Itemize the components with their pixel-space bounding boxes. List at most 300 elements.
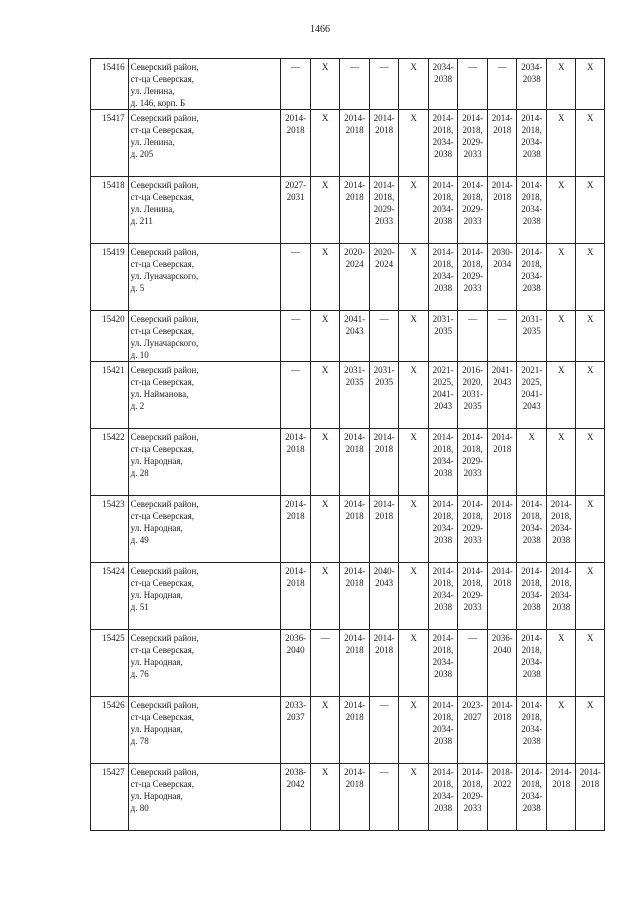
address-line: Северский район, [130,566,199,576]
address-cell [128,630,281,697]
period-cell [340,429,370,496]
cell-line: 2014- [491,113,513,123]
cell-line: 2029- [373,204,395,214]
cell-line: 2027- [285,180,307,190]
cell-line: 2035 [434,326,453,336]
address-line: ст-ца Северская, [130,377,195,387]
cell-line: 2034- [432,523,454,533]
period-cell [281,177,311,244]
table-row [91,496,605,563]
row-number: 15424 [91,563,129,630]
period-cell [517,697,547,764]
cell-line: 2018 [345,779,364,789]
table-row [91,59,605,110]
cell-line: 2014- [373,113,395,123]
cell-line: 2014- [462,247,484,257]
cell-line: 2022 [493,779,512,789]
cell-line: 2014- [521,180,543,190]
cell-line: 2043 [375,578,394,588]
cell-line: 2033 [463,468,482,478]
period-cell [281,362,311,429]
cell-line: 2034- [521,590,543,600]
cell-line: 2036- [491,633,513,643]
cell-line: — [379,314,389,324]
cell-line: 2018, [462,259,483,269]
period-cell [369,764,399,831]
cell-line: 2034- [432,590,454,600]
address-line: ул. Ленина, [130,86,175,96]
period-cell [428,764,458,831]
cell-line: 2020- [344,247,366,257]
cell-line: 2041- [432,389,454,399]
cell-line: 2018 [493,578,512,588]
cell-line: 2038 [552,535,571,545]
period-cell [546,244,576,311]
cell-line: — [468,314,478,324]
cell-line: 2021- [521,365,543,375]
row-number: 15421 [91,362,129,429]
row-number: 15416 [91,59,129,110]
address-line: ст-ца Северская, [130,712,195,722]
period-cell [487,110,517,177]
period-cell [340,764,370,831]
period-cell [428,630,458,697]
table-row [91,697,605,764]
cell-line: 2038- [285,767,307,777]
cell-line: 2018, [521,259,542,269]
cell-line: Х [557,314,565,324]
cell-line: 2014- [491,432,513,442]
period-cell [369,177,399,244]
address-line: д. 205 [130,149,154,159]
cell-line: Х [321,499,329,509]
address-line: Северский район, [130,499,199,509]
period-cell [428,311,458,362]
row-number: 15423 [91,496,129,563]
period-cell [487,59,517,110]
cell-line: 2014- [285,499,307,509]
period-cell [546,362,576,429]
cell-line: 2014- [432,767,454,777]
period-cell [487,563,517,630]
period-cell [310,244,340,311]
cell-line: 2016- [462,365,484,375]
cell-line: 2018, [462,125,483,135]
cell-line: 2018, [462,511,483,521]
cell-line: 2025, [433,377,454,387]
address-line: д. 80 [130,803,149,813]
cell-line: 2018 [286,125,305,135]
period-cell [487,177,517,244]
period-cell [310,110,340,177]
cell-line: 2018 [375,645,394,655]
cell-line: 2018, [433,259,454,269]
cell-line: 2014- [344,633,366,643]
cell-line: — [379,62,389,72]
period-cell [369,110,399,177]
address-line: ул. Луначарского, [130,271,199,281]
address-line: Северский район, [130,62,199,72]
cell-line: 2034- [521,271,543,281]
period-cell [546,177,576,244]
cell-line: 2033 [463,803,482,813]
cell-line: 2038 [522,283,541,293]
address-line: Северский район, [130,113,199,123]
cell-line: 2014- [462,499,484,509]
cell-line: Х [557,113,565,123]
cell-line: 2038 [434,74,453,84]
cell-line: 2014- [344,499,366,509]
period-cell [546,563,576,630]
period-cell [546,311,576,362]
table-row [91,630,605,697]
cell-line: 2034- [521,137,543,147]
cell-line: 2043 [493,377,512,387]
cell-line: Х [586,247,594,257]
cell-line: 2023- [462,700,484,710]
cell-line: 2018, [433,511,454,521]
address-cell [128,244,281,311]
address-cell [128,697,281,764]
period-cell [576,496,605,563]
period-cell [576,110,605,177]
cell-line: Х [557,365,565,375]
row-number: 15417 [91,110,129,177]
period-cell [399,697,429,764]
period-cell [310,563,340,630]
period-cell [458,362,488,429]
cell-line: 2018, [433,444,454,454]
period-cell [576,563,605,630]
cell-line: 2014- [285,113,307,123]
cell-line: 2029- [462,271,484,281]
table-row [91,429,605,496]
cell-line: 2018, [521,192,542,202]
table-row [91,110,605,177]
address-line: ул. Народная, [130,523,183,533]
cell-line: 2014- [550,566,572,576]
cell-line: 2018, [551,511,572,521]
cell-line: 2018 [375,125,394,135]
address-line: ст-ца Северская, [130,74,195,84]
cell-line: 2014- [521,247,543,257]
period-cell [576,244,605,311]
period-cell [487,630,517,697]
cell-line: 2034- [521,657,543,667]
address-line: ул. Найманова, [130,389,189,399]
cell-line: 2014- [432,180,454,190]
period-cell [576,311,605,362]
cell-line: 2018 [552,779,571,789]
cell-line: 2018 [345,712,364,722]
period-cell [517,244,547,311]
address-line: ст-ца Северская, [130,511,195,521]
period-cell [458,496,488,563]
cell-line: 2034- [432,204,454,214]
cell-line: Х [321,314,329,324]
period-cell [399,764,429,831]
period-cell [458,244,488,311]
period-cell [399,110,429,177]
cell-line: 2031- [432,314,454,324]
period-cell [546,496,576,563]
address-cell [128,59,281,110]
cell-line: Х [410,432,417,442]
period-cell [428,496,458,563]
cell-line: 2029- [462,590,484,600]
cell-line: 2014- [344,432,366,442]
cell-line: 2014- [462,180,484,190]
period-cell [399,630,429,697]
cell-line: 2034- [432,271,454,281]
period-cell [399,563,429,630]
cell-line: 2021- [432,365,454,375]
address-line: Северский район, [130,365,199,375]
period-cell [340,244,370,311]
cell-line: 2018, [521,125,542,135]
period-cell [517,630,547,697]
address-line: ул. Ленина, [130,137,175,147]
cell-line: Х [557,432,565,442]
address-line: ст-ца Северская, [130,192,195,202]
cell-line: 2014- [432,700,454,710]
cell-line: 2034- [432,456,454,466]
address-line: д. 51 [130,602,149,612]
cell-line: 2018 [375,511,394,521]
period-cell [310,311,340,362]
cell-line: 2018 [286,444,305,454]
cell-line: Х [321,432,329,442]
cell-line: Х [410,566,417,576]
period-cell [487,311,517,362]
period-cell [546,429,576,496]
period-cell [487,362,517,429]
address-line: д. 10 [130,350,149,360]
period-cell [458,630,488,697]
period-cell [369,630,399,697]
period-cell [517,362,547,429]
cell-line: Х [321,365,329,375]
cell-line: 2034- [550,523,572,533]
period-cell [428,429,458,496]
cell-line: Х [557,180,565,190]
address-line: ст-ца Северская, [130,444,195,454]
address-line: ст-ца Северская, [130,779,195,789]
cell-line: Х [586,113,594,123]
row-number: 15420 [91,311,129,362]
cell-line: 2033- [285,700,307,710]
cell-line: Х [410,365,417,375]
cell-line: 2018, [521,578,542,588]
period-cell [576,764,605,831]
period-cell [399,244,429,311]
table-row [91,244,605,311]
cell-line: — [291,62,301,72]
row-number: 15422 [91,429,129,496]
cell-line: 2018 [345,192,364,202]
cell-line: Х [586,180,594,190]
cell-line: 2033 [463,149,482,159]
address-line: Северский район, [130,700,199,710]
period-cell [517,110,547,177]
address-line: ст-ца Северская, [130,578,195,588]
cell-line: Х [586,314,594,324]
cell-line: 2018 [345,444,364,454]
cell-line: 2038 [522,149,541,159]
period-cell [399,59,429,110]
cell-line: 2038 [434,669,453,679]
address-line: ст-ца Северская, [130,326,195,336]
address-line: ул. Народная, [130,456,183,466]
cell-line: 2014- [432,633,454,643]
period-cell [517,764,547,831]
cell-line: 2018 [286,511,305,521]
cell-line: Х [410,700,417,710]
period-cell [369,563,399,630]
cell-line: Х [410,62,417,72]
cell-line: Х [557,247,565,257]
cell-line: 2014- [432,499,454,509]
cell-line: 2038 [434,216,453,226]
address-line: Северский район, [130,180,199,190]
period-cell [369,496,399,563]
period-cell [458,563,488,630]
cell-line: 2018 [493,511,512,521]
cell-line: 2014- [550,499,572,509]
period-cell [576,177,605,244]
address-line: д. 76 [130,669,149,679]
cell-line: Х [557,633,565,643]
period-cell [458,697,488,764]
address-line: Северский район, [130,633,199,643]
cell-line: Х [321,113,329,123]
cell-line: 2034- [521,724,543,734]
period-cell [576,630,605,697]
cell-line: 2014- [491,566,513,576]
address-line: Северский район, [130,247,199,257]
period-cell [458,429,488,496]
address-line: ул. Народная, [130,590,183,600]
cell-line: Х [410,633,417,643]
cell-line: 2029- [462,523,484,533]
cell-line: 2014- [344,566,366,576]
period-cell [340,177,370,244]
cell-line: 2014- [462,432,484,442]
row-number: 15419 [91,244,129,311]
cell-line: Х [528,432,535,442]
period-cell [487,429,517,496]
table-row [91,362,605,429]
cell-line: 2033 [463,602,482,612]
period-cell [428,697,458,764]
cell-line: 2034- [521,204,543,214]
cell-line: 2038 [434,149,453,159]
cell-line: Х [410,314,417,324]
cell-line: 2014- [373,633,395,643]
cell-line: 2029- [462,137,484,147]
period-cell [576,59,605,110]
cell-line: 2038 [522,74,541,84]
period-cell [458,177,488,244]
cell-line: 2018, [433,125,454,135]
period-cell [369,244,399,311]
cell-line: Х [410,247,417,257]
cell-line: 2034- [521,62,543,72]
cell-line: 2027 [463,712,482,722]
cell-line: 2018 [493,125,512,135]
cell-line: 2034- [432,724,454,734]
cell-line: — [468,633,478,643]
period-cell [369,697,399,764]
address-line: ул. Луначарского, [130,338,199,348]
cell-line: 2014- [432,432,454,442]
cell-line: 2033 [463,535,482,545]
cell-line: 2014- [579,767,601,777]
cell-line: Х [410,767,417,777]
period-cell [281,764,311,831]
period-cell [369,59,399,110]
period-cell [428,563,458,630]
cell-line: 2040 [286,645,305,655]
cell-line: Х [321,247,329,257]
period-cell [310,764,340,831]
cell-line: — [379,700,389,710]
period-cell [340,59,370,110]
cell-line: Х [321,566,329,576]
cell-line: 2018, [462,192,483,202]
address-cell [128,429,281,496]
cell-line: 2014- [373,180,395,190]
table-row [91,177,605,244]
period-cell [340,630,370,697]
cell-line: 2018, [521,712,542,722]
period-cell [310,177,340,244]
cell-line: 2014- [521,700,543,710]
period-cell [428,362,458,429]
cell-line: 2038 [522,216,541,226]
cell-line: 2020, [462,377,483,387]
cell-line: — [320,633,330,643]
period-cell [487,764,517,831]
cell-line: 2014- [491,700,513,710]
cell-line: 2014- [550,767,572,777]
cell-line: 2038 [434,468,453,478]
period-cell [369,311,399,362]
cell-line: 2038 [522,669,541,679]
cell-line: Х [321,62,329,72]
cell-line: — [497,62,507,72]
page-number: 1466 [310,24,330,35]
cell-line: 2018- [491,767,513,777]
period-cell [310,630,340,697]
cell-line: 2041- [344,314,366,324]
period-cell [428,110,458,177]
cell-line: 2018 [581,779,600,789]
cell-line: 2034- [521,791,543,801]
address-line: д. 28 [130,468,149,478]
cell-line: 2035 [345,377,364,387]
period-cell [310,362,340,429]
cell-line: 2035 [375,377,394,387]
cell-line: 2029- [462,791,484,801]
cell-line: 2014- [462,566,484,576]
period-cell [546,110,576,177]
cell-line: 2018, [433,645,454,655]
cell-line: Х [586,62,594,72]
cell-line: 2018, [462,444,483,454]
period-cell [546,697,576,764]
period-cell [340,563,370,630]
